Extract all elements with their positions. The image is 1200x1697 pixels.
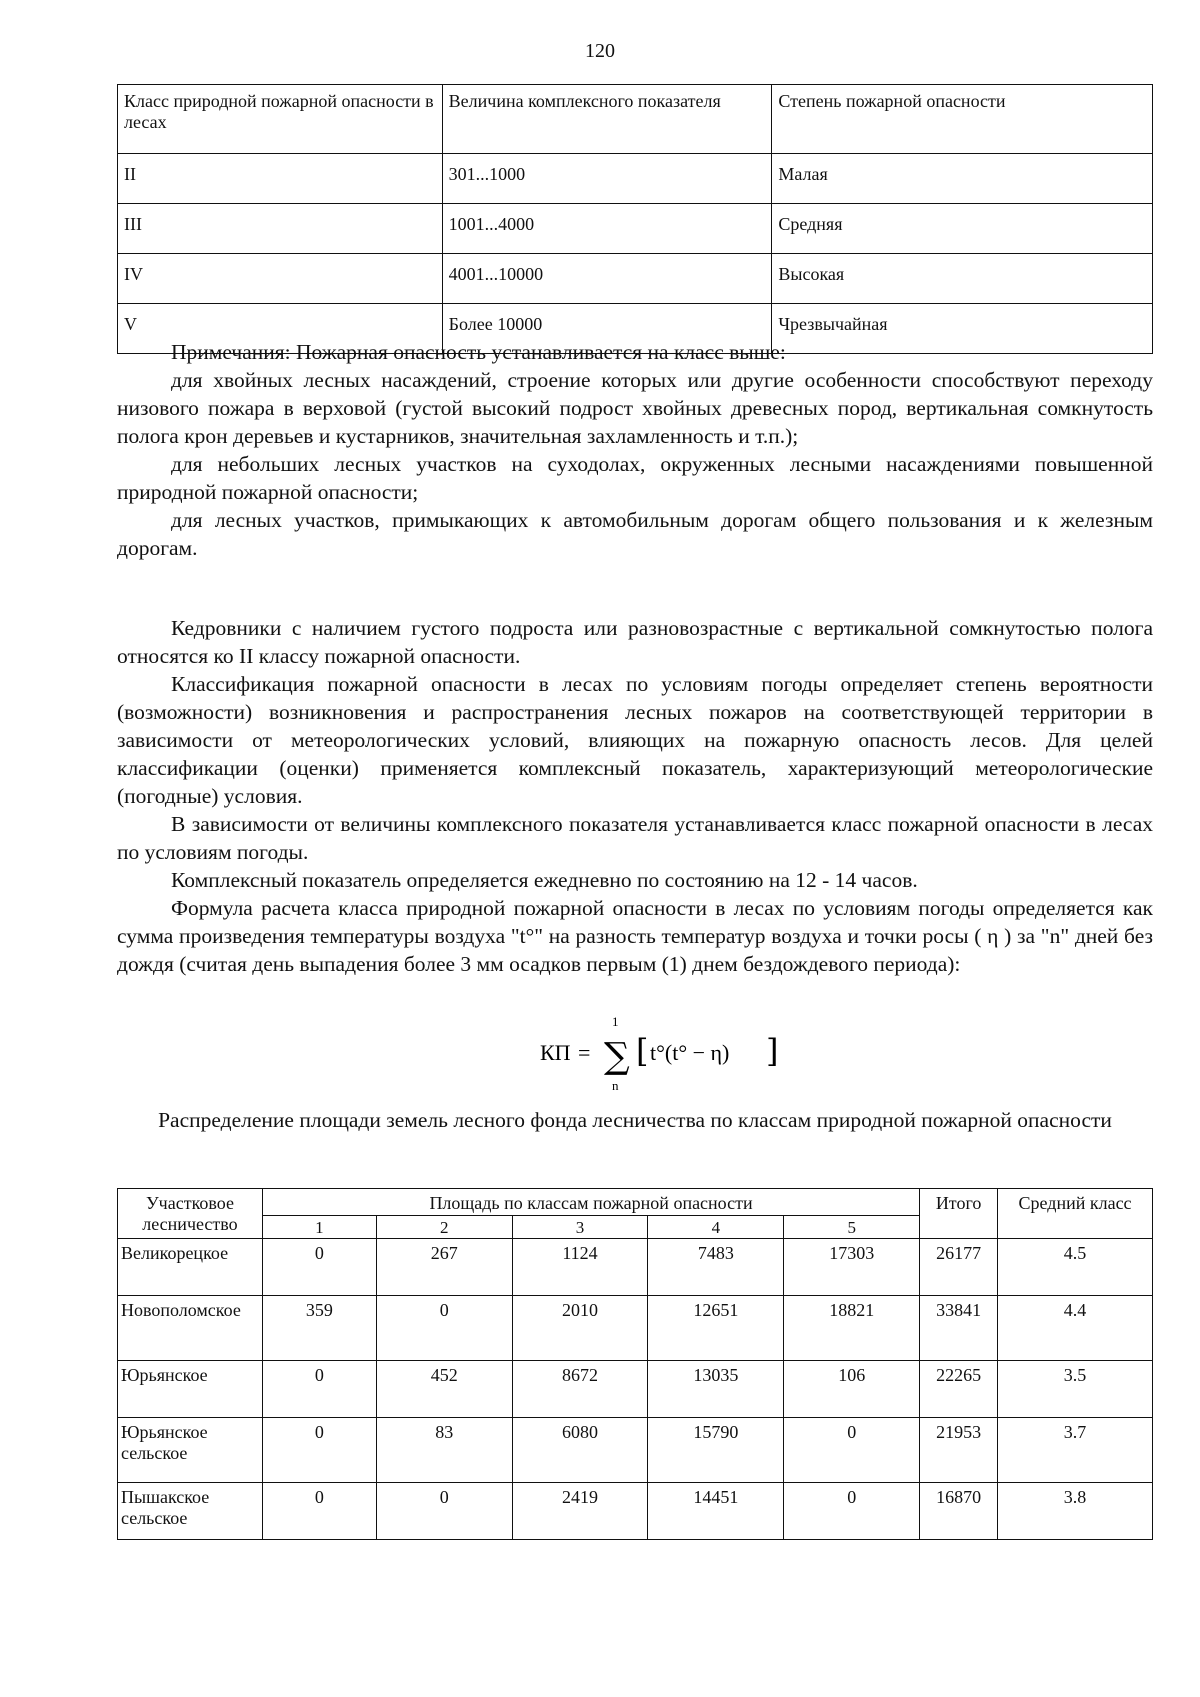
- class-header: 2: [376, 1216, 512, 1239]
- formula-equals: =: [578, 1040, 591, 1065]
- cell-total: 16870: [920, 1483, 998, 1540]
- cell-value: 0: [784, 1418, 920, 1483]
- table-row: [118, 1239, 1153, 1296]
- cell-forestry-name: Великорецкое: [118, 1239, 263, 1296]
- table-row: [118, 254, 1153, 304]
- cell-avg: 3.7: [998, 1418, 1153, 1483]
- table-row: [118, 204, 1153, 254]
- cell-total: 26177: [920, 1239, 998, 1296]
- header-forestry: Участковое лесничество: [118, 1189, 263, 1239]
- page-number: 120: [585, 40, 615, 62]
- header-class: Класс природной пожарной опасности в лесах: [118, 85, 443, 154]
- cell-class: III: [118, 204, 443, 254]
- cell-value: 0: [376, 1483, 512, 1540]
- header-degree: Степень пожарной опасности: [772, 85, 1153, 154]
- cell-value: 2010: [512, 1296, 648, 1361]
- cell-value: 8672: [512, 1361, 648, 1418]
- cell-value: 17303: [784, 1239, 920, 1296]
- note-item: для хвойных лесных насаждений, строение которых или другие особенности способствуют переходу низового пожара в верховой (густой высокий подрост хвойных древесных пород, вертикальная сомкнутость полога крон деревьев и кустарников, значительная захламленность и т.п.);: [117, 368, 1153, 448]
- paragraph: Формула расчета класса природной пожарной опасности в лесах по условиям погоды определяется как сумма произведения температуры воздуха "t°" на разность температур воздуха и точки росы ( η ) за "n" дней без дождя (считая день выпадения более 3 мм осадков первым (1) днем бездождевого периода):: [117, 896, 1153, 976]
- cell-value: 18821: [784, 1296, 920, 1361]
- bracket-left-icon: [: [636, 1032, 649, 1070]
- cell-value: 0: [262, 1239, 376, 1296]
- class-header: 3: [512, 1216, 648, 1239]
- cell-avg: 3.8: [998, 1483, 1153, 1540]
- note-item: для лесных участков, примыкающих к автомобильным дорогам общего пользования и к железным дорогам.: [117, 508, 1153, 560]
- cell-value: 106: [784, 1361, 920, 1418]
- cell-forestry-name: Новополомское: [118, 1296, 263, 1361]
- cell-forestry-name: Юрьянское сельское: [118, 1418, 263, 1483]
- cell-value: 0: [262, 1361, 376, 1418]
- cell-degree: Высокая: [772, 254, 1153, 304]
- cell-avg: 4.4: [998, 1296, 1153, 1361]
- header-area: Площадь по классам пожарной опасности: [262, 1189, 919, 1216]
- cell-value: 359: [262, 1296, 376, 1361]
- fire-danger-class-table: [117, 84, 1153, 354]
- paragraph: Комплексный показатель определяется ежедневно по состоянию на 12 - 14 часов.: [171, 868, 918, 892]
- cell-index: Более 10000: [442, 304, 772, 354]
- note-item: для небольших лесных участков на суходолах, окруженных лесными насаждениями повышенной природной пожарной опасности;: [117, 452, 1153, 504]
- table-row: [118, 1296, 1153, 1361]
- cell-value: 14451: [648, 1483, 784, 1540]
- cell-value: 12651: [648, 1296, 784, 1361]
- cell-value: 452: [376, 1361, 512, 1418]
- formula-graphic: [540, 1012, 800, 1094]
- table-row: [118, 1361, 1153, 1418]
- header-avg-class: Средний класс: [998, 1189, 1153, 1239]
- class-header: 5: [784, 1216, 920, 1239]
- table2-title: Распределение площади земель лесного фонда лесничества по классам природной пожарной опасности: [158, 1108, 1112, 1132]
- paragraph: Классификация пожарной опасности в лесах по условиям погоды определяет степень вероятности (возможности) возникновения и распространения лесных пожаров на соответствующей территории в зависимости от метеорологических условий, влияющих на пожарную опасность лесов. Для целей классификации (оценки) применяется комплексный показатель, характеризующий метеорологические (погодные) условия.: [117, 672, 1153, 808]
- cell-value: 267: [376, 1239, 512, 1296]
- cell-index: 301...1000: [442, 154, 772, 204]
- table-row: [118, 1483, 1153, 1540]
- fire-index-formula: [540, 1012, 800, 1094]
- cell-value: 2419: [512, 1483, 648, 1540]
- formula-upper-limit: 1: [612, 1014, 619, 1029]
- notes-section: [117, 338, 1153, 562]
- table-header-row: [118, 85, 1153, 154]
- header-total: Итого: [920, 1189, 998, 1239]
- cell-value: 1124: [512, 1239, 648, 1296]
- cell-forestry-name: Юрьянское: [118, 1361, 263, 1418]
- cell-degree: Средняя: [772, 204, 1153, 254]
- class-header: 1: [262, 1216, 376, 1239]
- cell-avg: 3.5: [998, 1361, 1153, 1418]
- cell-value: 0: [376, 1296, 512, 1361]
- cell-total: 21953: [920, 1418, 998, 1483]
- notes-title: Примечания: Пожарная опасность устанавливается на класс выше:: [171, 340, 786, 364]
- formula-lhs: КП: [540, 1040, 571, 1065]
- cell-class: V: [118, 304, 443, 354]
- cell-value: 15790: [648, 1418, 784, 1483]
- cell-degree: Чрезвычайная: [772, 304, 1153, 354]
- formula-body: t°(t° − η): [650, 1040, 730, 1065]
- table-header-row: [118, 1189, 1153, 1216]
- sigma-icon: ∑: [604, 1036, 630, 1077]
- class-header: 4: [648, 1216, 784, 1239]
- bracket-right-icon: ]: [766, 1032, 779, 1070]
- header-index: Величина комплексного показателя: [442, 85, 772, 154]
- table-row: [118, 1418, 1153, 1483]
- cell-forestry-name: Пышакское сельское: [118, 1483, 263, 1540]
- formula-lower-limit: n: [612, 1078, 619, 1093]
- cell-value: 0: [784, 1483, 920, 1540]
- cell-total: 22265: [920, 1361, 998, 1418]
- cell-class: IV: [118, 254, 443, 304]
- cell-degree: Малая: [772, 154, 1153, 204]
- cell-index: 1001...4000: [442, 204, 772, 254]
- table-row: [118, 154, 1153, 204]
- cell-avg: 4.5: [998, 1239, 1153, 1296]
- cell-index: 4001...10000: [442, 254, 772, 304]
- cell-value: 0: [262, 1418, 376, 1483]
- cell-value: 13035: [648, 1361, 784, 1418]
- cell-class: II: [118, 154, 443, 204]
- paragraph: В зависимости от величины комплексного показателя устанавливается класс пожарной опасности в лесах по условиям погоды.: [117, 812, 1153, 864]
- forestry-area-table: [117, 1188, 1153, 1540]
- cell-total: 33841: [920, 1296, 998, 1361]
- cell-value: 83: [376, 1418, 512, 1483]
- paragraph: Кедровники с наличием густого подроста или разновозрастные с вертикальной сомкнутостью полога относятся ко II классу пожарной опасности.: [117, 616, 1153, 668]
- cell-value: 6080: [512, 1418, 648, 1483]
- body-text: [117, 614, 1153, 978]
- cell-value: 0: [262, 1483, 376, 1540]
- cell-value: 7483: [648, 1239, 784, 1296]
